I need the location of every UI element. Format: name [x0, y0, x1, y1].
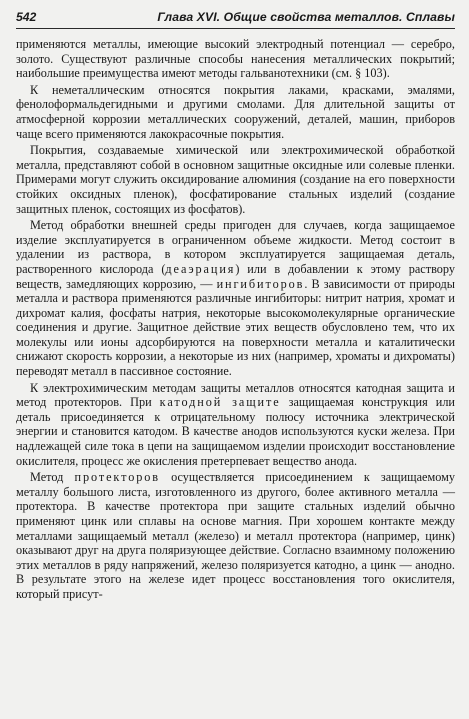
page-number: 542 — [16, 10, 37, 24]
paragraph — [16, 218, 455, 379]
spaced-term: катодной защите — [159, 395, 281, 410]
body-text — [16, 37, 455, 602]
text-run: Покрытия, создаваемые химической или электрохимической обработкой металла, представляют собой в основном защитные оксидные или солевые пленки. Примерами могут служить оксидирование алюминия (создание на его поверхности стойких оксидных пленок), фосфатирование стальных изделий (создание защитных пленок, состоящих из фосфатов). — [16, 143, 455, 216]
text-run: осуществляется присоединением к защищаемому металлу большого листа, изготовленного из другого, более активного металла — протектора. В качестве протектора при защите стальных изделий обычно применяют цинк или сплавы на основе магния. При хорошем контакте между металлами защищаемый металл (железо) и металл протектора (например, цинк) оказывают друг на друга поляризующее действие. Согласно взаимному положению этих металлов в ряду напряжений, железо поляризуется катодно, а цинк — анодно. В результате этого на железе идет процесс восстановления того окислителя, который присут- — [16, 470, 455, 601]
page-header — [16, 10, 455, 29]
text-run: применяются металлы, имеющие высокий электродный потенциал — серебро, золото. Существуют различные способы нанесения металлических покрытий; наибольшие преимущества имеют методы гальванотехники (см. § 103). — [16, 37, 455, 81]
paragraph — [16, 470, 455, 601]
text-run: защищаемая конструкция или деталь присоединяется к отрицательному полюсу источника электрической энергии и становится катодом. В качестве анодов используются куски железа. При надлежащей силе тока в цепи на защищаемом изделии происходит восстановление окислителя, процесс же окисления претерпевает вещество анода. — [16, 395, 455, 468]
text-run: Метод — [30, 470, 75, 485]
spaced-term: ингибиторов — [216, 276, 305, 291]
spaced-term: протекторов — [74, 470, 160, 485]
text-run: К неметаллическим относятся покрытия лаками, красками, эмалями, фенолоформальдегидными и другими смолами. Для длительной защиты от атмосферной коррозии металлических сооружений, деталей, машин, приборов чаще всего применяются лакокрасочные покрытия. — [16, 82, 455, 141]
running-title: Глава XVI. Общие свойства металлов. Сплавы — [157, 10, 455, 24]
paragraph — [16, 381, 455, 469]
spaced-term: деаэрация — [165, 261, 236, 276]
text-run: ) или в добавлении к этому раствору веществ, замедляющих коррозию, — — [16, 261, 455, 291]
text-run: К электрохимическим методам защиты металлов относятся катодная защита и метод протекторов. При — [16, 380, 455, 410]
paragraph — [16, 83, 455, 141]
text-run: . В зависимости от природы металла и раствора применяются различные ингибиторы: нитрит натрия, хромат и дихромат калия, фосфаты натрия, некоторые высокомолекулярные органические соединения и другие. Защитное действие этих веществ обусловлено тем, что их молекулы или ионы адсорбируются на поверхности металла и каталитически снижают скорость коррозии, а некоторые из них (например, хроматы и дихроматы) переводят металл в пассивное состояние. — [16, 276, 455, 379]
paragraph — [16, 37, 455, 81]
paragraph — [16, 143, 455, 216]
text-run: Метод обработки внешней среды пригоден для случаев, когда защищаемое изделие эксплуатируется в ограниченном объеме жидкости. Метод состоит в удалении из раствора, в котором эксплуатируется защищаемая деталь, растворенного кислорода ( — [16, 218, 455, 276]
